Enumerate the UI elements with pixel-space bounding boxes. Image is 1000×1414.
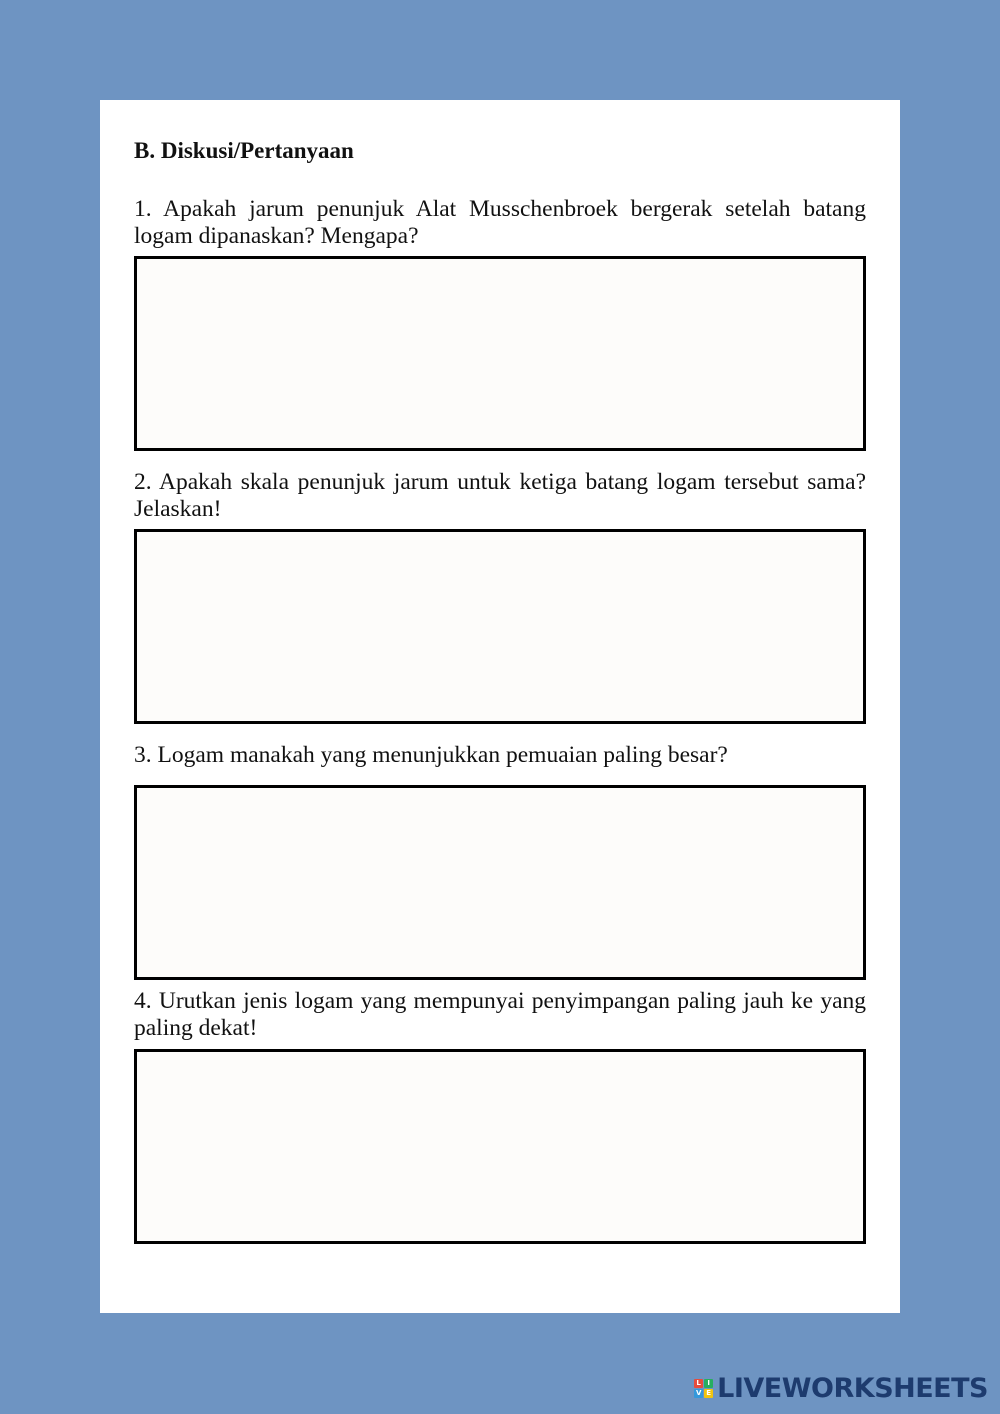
- logo-letter-i: I: [704, 1379, 713, 1388]
- question-1: 1. Apakah jarum penunjuk Alat Musschenbroek bergerak setelah batang logam dipanaskan? Mengapa?: [134, 196, 866, 249]
- answer-box-1[interactable]: [134, 256, 866, 451]
- logo-letter-l: L: [694, 1379, 703, 1388]
- worksheet-page: [100, 100, 900, 1313]
- section-heading: B. Diskusi/Pertanyaan: [134, 138, 354, 163]
- question-3: 3. Logam manakah yang menunjukkan pemuaian paling besar?: [134, 742, 728, 768]
- liveworksheets-watermark: [694, 1373, 988, 1404]
- live-logo-icon: [694, 1379, 713, 1398]
- logo-letter-e: E: [704, 1389, 713, 1398]
- answer-box-2[interactable]: [134, 529, 866, 724]
- brand-name: LIVEWORKSHEETS: [717, 1373, 988, 1404]
- answer-box-4[interactable]: [134, 1049, 866, 1244]
- answer-box-3[interactable]: [134, 785, 866, 980]
- question-2: 2. Apakah skala penunjuk jarum untuk ketiga batang logam tersebut sama? Jelaskan!: [134, 469, 866, 522]
- logo-letter-v: V: [695, 1389, 702, 1397]
- question-4: 4. Urutkan jenis logam yang mempunyai penyimpangan paling jauh ke yang paling dekat!: [134, 988, 866, 1041]
